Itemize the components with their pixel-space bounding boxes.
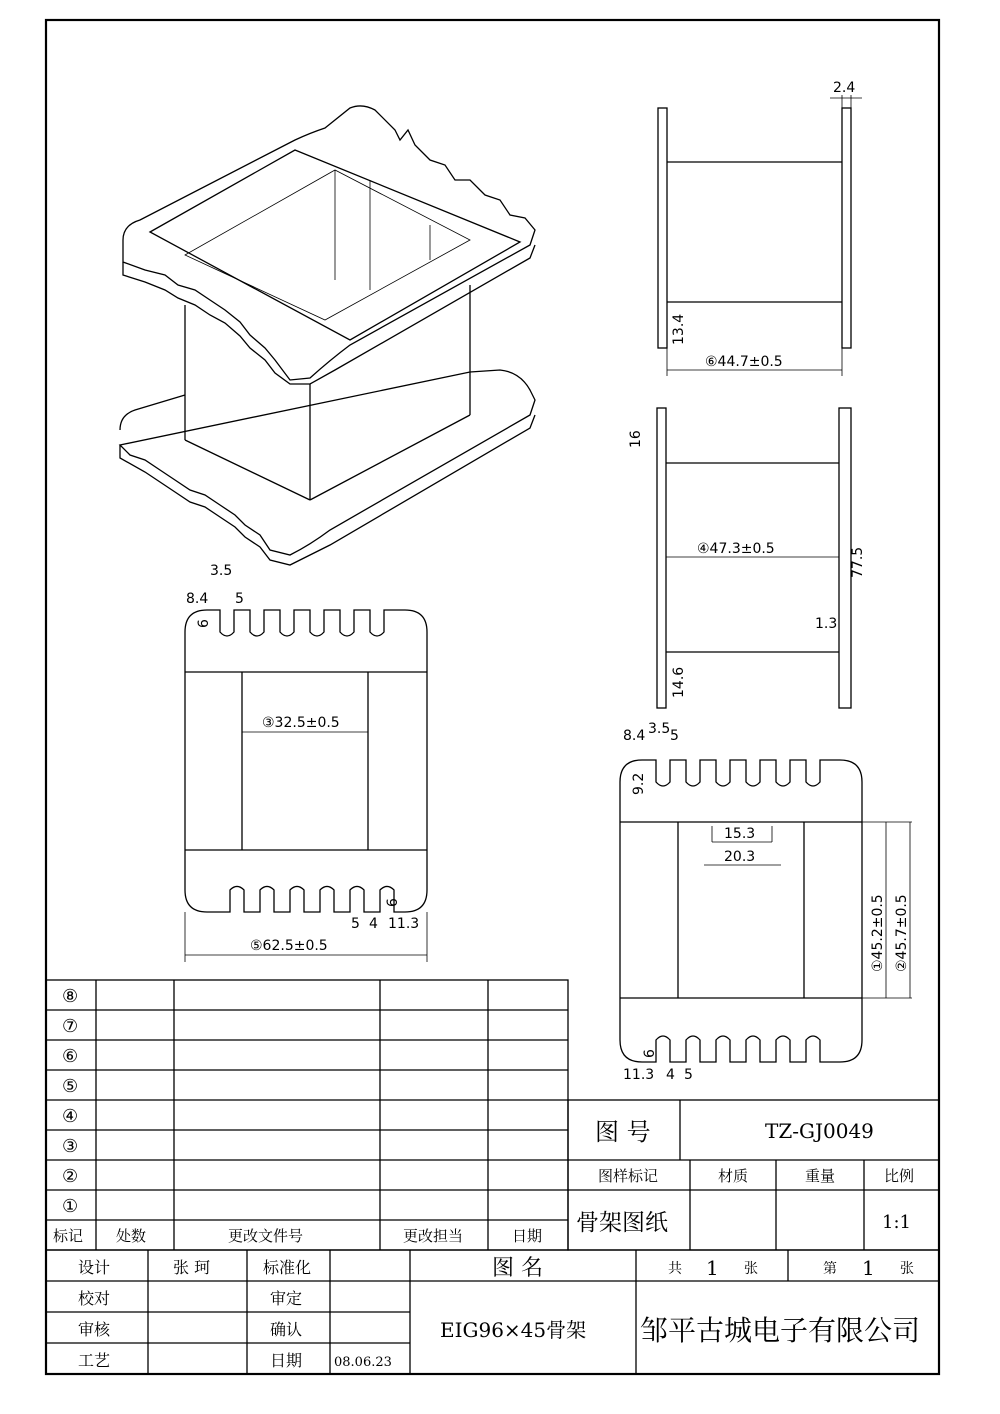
sheet-suffix: 张: [900, 1261, 914, 1277]
dim-bottom-c: 5: [670, 728, 679, 744]
dim-front-h: 6: [385, 898, 401, 907]
revision-mark: ⑦: [62, 1016, 79, 1037]
dim-width-4: ④47.3±0.5: [697, 541, 775, 557]
title-block-bottom: [46, 1250, 939, 1374]
dim-bottom-w1: 15.3: [724, 826, 756, 842]
dim-front-a: 3.5: [210, 563, 233, 579]
header-date: 日期: [512, 1227, 543, 1245]
dim-lower-height: 13.4: [671, 313, 687, 345]
revision-mark: ⑧: [62, 986, 79, 1007]
meta-header: 比例: [884, 1167, 915, 1185]
sign-label2: 审定: [270, 1289, 303, 1308]
sign-label2: 标准化: [263, 1258, 312, 1277]
scale-value: 1:1: [882, 1212, 911, 1233]
dim-bottom-b: 3.5: [648, 721, 671, 737]
sign-label2: 日期: [270, 1351, 303, 1370]
dim-bottom-h2: ②45.7±0.5: [894, 894, 910, 972]
dim-front-b: 8.4: [186, 591, 209, 607]
sign-role: 工艺: [78, 1351, 111, 1370]
dim-front-g: 11.3: [388, 916, 420, 932]
meta-header: 图样标记: [598, 1167, 659, 1185]
revision-mark: ⑥: [62, 1046, 79, 1067]
dim-bottom-w2: 20.3: [724, 849, 756, 865]
company-name: 邹平古城电子有限公司: [640, 1314, 921, 1347]
total-prefix: 共: [668, 1261, 682, 1277]
bottom-view: [620, 721, 912, 1083]
header-change-owner: 更改担当: [403, 1227, 464, 1245]
revision-table: [46, 980, 568, 1250]
revision-mark: ①: [62, 1196, 79, 1217]
header-count: 处数: [116, 1227, 147, 1245]
dim-step-1-3: 1.3: [815, 616, 838, 632]
dim-flange-thickness: 2.4: [833, 80, 856, 96]
drawing-no-label: 图 号: [595, 1118, 651, 1146]
dim-bottom-a: 8.4: [623, 728, 646, 744]
front-view: [185, 563, 427, 962]
sheet-number: 1: [862, 1256, 875, 1280]
dim-bottom-h1: ①45.2±0.5: [870, 894, 886, 972]
dim-front-f: 4: [369, 916, 378, 932]
revision-mark: ②: [62, 1166, 79, 1187]
dim-bottom-f: 11.3: [623, 1067, 655, 1083]
revision-mark: ⑤: [62, 1076, 79, 1097]
dim-front-c: 5: [235, 591, 244, 607]
title-label: 图 名: [492, 1256, 543, 1281]
meta-header: 材质: [718, 1167, 749, 1185]
isometric-view: [120, 106, 535, 565]
total-count: 1: [706, 1256, 719, 1280]
dim-height-77: 77.5: [850, 546, 866, 578]
revision-mark: ③: [62, 1136, 79, 1157]
sign-role: 设计: [78, 1258, 111, 1277]
sign-role: 审核: [78, 1320, 111, 1339]
side-view-top: [658, 80, 862, 376]
title-name: EIG96×45骨架: [440, 1318, 587, 1342]
dim-bottom-g: 4: [666, 1067, 675, 1083]
meta-header: 重量: [805, 1167, 836, 1185]
sign-date: 08.06.23: [334, 1355, 392, 1370]
dim-width-5: ⑤62.5±0.5: [250, 938, 328, 954]
header-change-doc: 更改文件号: [228, 1227, 304, 1245]
drawing-mark-value: 骨架图纸: [576, 1210, 668, 1236]
dim-bottom-e: 6: [642, 1049, 658, 1058]
sheet-prefix: 第: [823, 1261, 837, 1277]
dim-top-16: 16: [628, 430, 644, 448]
dim-width-6: ⑥44.7±0.5: [705, 354, 783, 370]
dim-bottom-14-6: 14.6: [671, 666, 687, 698]
revision-mark: ④: [62, 1106, 79, 1127]
header-mark: 标记: [53, 1227, 84, 1245]
dim-bottom-d: 9.2: [631, 772, 647, 795]
title-block-info: [568, 1100, 939, 1250]
sign-name: 张 珂: [173, 1258, 211, 1277]
sign-role: 校对: [78, 1289, 111, 1308]
dim-front-e: 5: [351, 916, 360, 932]
total-suffix: 张: [744, 1261, 758, 1277]
dim-front-d: 6: [196, 619, 212, 628]
sign-label2: 确认: [270, 1320, 303, 1339]
dim-inner-3: ③32.5±0.5: [262, 715, 340, 731]
side-view-middle: [628, 408, 866, 708]
drawing-no-value: TZ-GJ0049: [765, 1119, 874, 1143]
dim-bottom-h: 5: [684, 1067, 693, 1083]
